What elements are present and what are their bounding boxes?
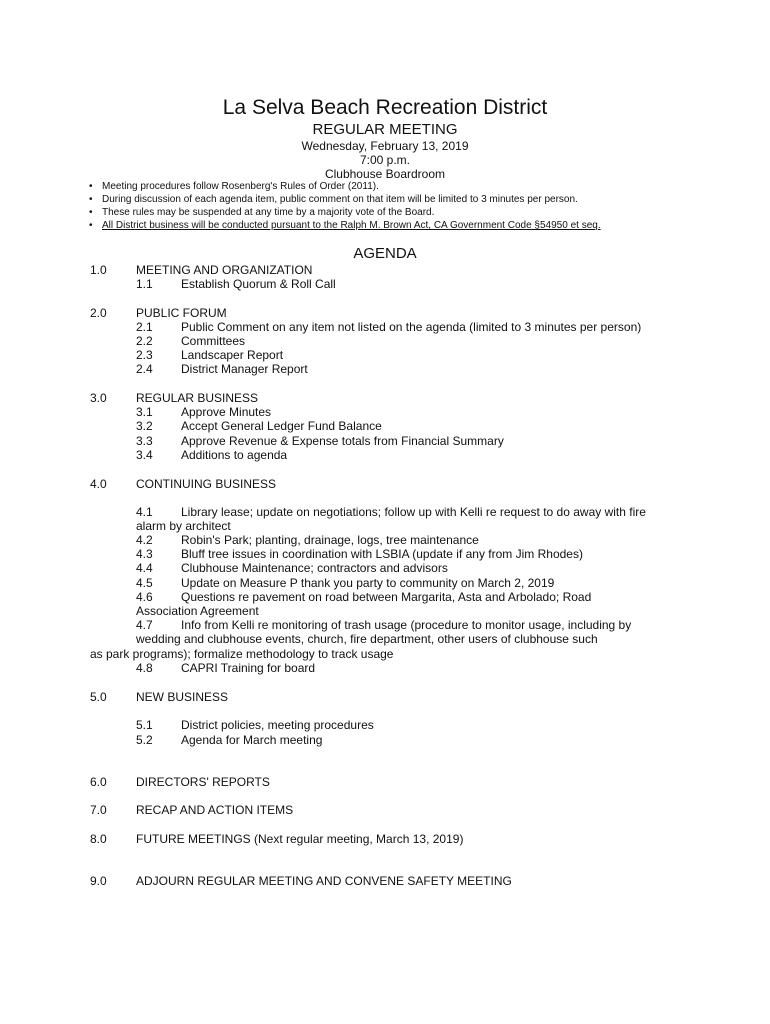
section-number: 6.0 bbox=[90, 775, 107, 789]
section-number: 1.0 bbox=[90, 263, 107, 277]
item-number: 3.2 bbox=[136, 419, 153, 433]
item-text: Additions to agenda bbox=[181, 448, 288, 462]
section-title: RECAP AND ACTION ITEMS bbox=[136, 803, 294, 817]
item-number: 4.8 bbox=[136, 661, 153, 675]
item-number: 3.4 bbox=[136, 448, 153, 462]
item-number: 2.1 bbox=[136, 320, 153, 334]
item-number: 4.2 bbox=[136, 533, 153, 547]
meeting-date: Wednesday, February 13, 2019 bbox=[301, 139, 469, 153]
item-number: 4.6 bbox=[136, 590, 153, 604]
item-text: Establish Quorum & Roll Call bbox=[181, 277, 336, 291]
item-text: Clubhouse Maintenance; contractors and advisors bbox=[181, 561, 448, 575]
item-text: Update on Measure P thank you party to community on March 2, 2019 bbox=[181, 576, 555, 590]
item-number: 1.1 bbox=[136, 277, 153, 291]
meeting-type: REGULAR MEETING bbox=[312, 121, 458, 138]
section-title: ADJOURN REGULAR MEETING AND CONVENE SAFETY MEETING bbox=[136, 874, 512, 888]
section-title: MEETING AND ORGANIZATION bbox=[136, 263, 313, 277]
agenda-heading: AGENDA bbox=[353, 245, 417, 262]
item-number: 4.5 bbox=[136, 576, 153, 590]
item-number: 2.4 bbox=[136, 362, 153, 376]
section-title: FUTURE MEETINGS (Next regular meeting, March 13, 2019) bbox=[136, 832, 464, 846]
section-title: REGULAR BUSINESS bbox=[136, 391, 259, 405]
item-text: Accept General Ledger Fund Balance bbox=[181, 419, 382, 433]
item-text: Approve Revenue & Expense totals from Financial Summary bbox=[181, 434, 504, 448]
item-text: Library lease; update on negotiations; follow up with Kelli re request to do away with fire bbox=[181, 505, 646, 519]
org-title: La Selva Beach Recreation District bbox=[222, 96, 548, 119]
section-number: 8.0 bbox=[90, 832, 107, 846]
rules-list bbox=[88, 180, 728, 232]
item-number: 5.1 bbox=[136, 718, 153, 732]
item-number: 4.4 bbox=[136, 561, 153, 575]
rule-text: All District business will be conducted pursuant to the Ralph M. Brown Act, CA Government Code §54950 et seq. bbox=[102, 220, 601, 231]
section-title: CONTINUING BUSINESS bbox=[136, 477, 277, 491]
bullet-icon: • bbox=[89, 181, 93, 192]
bullet-icon: • bbox=[89, 220, 93, 231]
item-number: 3.3 bbox=[136, 434, 153, 448]
item-text: Approve Minutes bbox=[181, 405, 272, 419]
rule-item bbox=[88, 193, 728, 206]
item-text: Robin's Park; planting, drainage, logs, tree maintenance bbox=[181, 533, 479, 547]
item-text-continued: Association Agreement bbox=[136, 604, 259, 618]
section-number: 5.0 bbox=[90, 690, 107, 704]
item-text: Agenda for March meeting bbox=[181, 733, 323, 747]
bullet-icon: • bbox=[89, 207, 93, 218]
item-text: District Manager Report bbox=[181, 362, 308, 376]
item-number: 4.3 bbox=[136, 547, 153, 561]
item-text: District policies, meeting procedures bbox=[181, 718, 374, 732]
meeting-time: 7:00 p.m. bbox=[359, 153, 411, 167]
item-text: Bluff tree issues in coordination with LSBIA (update if any from Jim Rhodes) bbox=[181, 547, 583, 561]
section-number: 2.0 bbox=[90, 306, 107, 320]
item-text-continued: as park programs); formalize methodology to track usage bbox=[90, 647, 394, 661]
rule-item bbox=[88, 206, 728, 219]
bullet-icon: • bbox=[89, 194, 93, 205]
item-text: CAPRI Training for board bbox=[181, 661, 316, 675]
item-number: 5.2 bbox=[136, 733, 153, 747]
item-text: Landscaper Report bbox=[181, 348, 284, 362]
section-number: 7.0 bbox=[90, 803, 107, 817]
item-number: 2.3 bbox=[136, 348, 153, 362]
item-text: Questions re pavement on road between Margarita, Asta and Arbolado; Road bbox=[181, 590, 592, 604]
section-title: PUBLIC FORUM bbox=[136, 306, 227, 320]
rule-text: During discussion of each agenda item, public comment on that item will be limited to 3 minutes per person. bbox=[102, 194, 578, 205]
section-title: DIRECTORS' REPORTS bbox=[136, 775, 270, 789]
item-text: Committees bbox=[181, 334, 246, 348]
rule-item bbox=[88, 219, 728, 232]
item-number: 2.2 bbox=[136, 334, 153, 348]
rule-text: These rules may be suspended at any time by a majority vote of the Board. bbox=[102, 207, 435, 218]
item-text-continued: alarm by architect bbox=[136, 519, 231, 533]
item-number: 4.7 bbox=[136, 618, 153, 632]
section-title: NEW BUSINESS bbox=[136, 690, 229, 704]
item-text: Public Comment on any item not listed on the agenda (limited to 3 minutes per person) bbox=[181, 320, 642, 334]
item-number: 3.1 bbox=[136, 405, 153, 419]
item-number: 4.1 bbox=[136, 505, 153, 519]
meeting-location: Clubhouse Boardroom bbox=[324, 167, 446, 181]
rule-item bbox=[88, 180, 728, 193]
item-text: Info from Kelli re monitoring of trash usage (procedure to monitor usage, including by bbox=[181, 618, 632, 632]
rule-text: Meeting procedures follow Rosenberg's Rules of Order (2011). bbox=[102, 181, 379, 192]
section-number: 3.0 bbox=[90, 391, 107, 405]
item-text-continued: wedding and clubhouse events, church, fire department, other users of clubhouse such bbox=[136, 632, 598, 646]
section-number: 4.0 bbox=[90, 477, 107, 491]
section-number: 9.0 bbox=[90, 874, 107, 888]
